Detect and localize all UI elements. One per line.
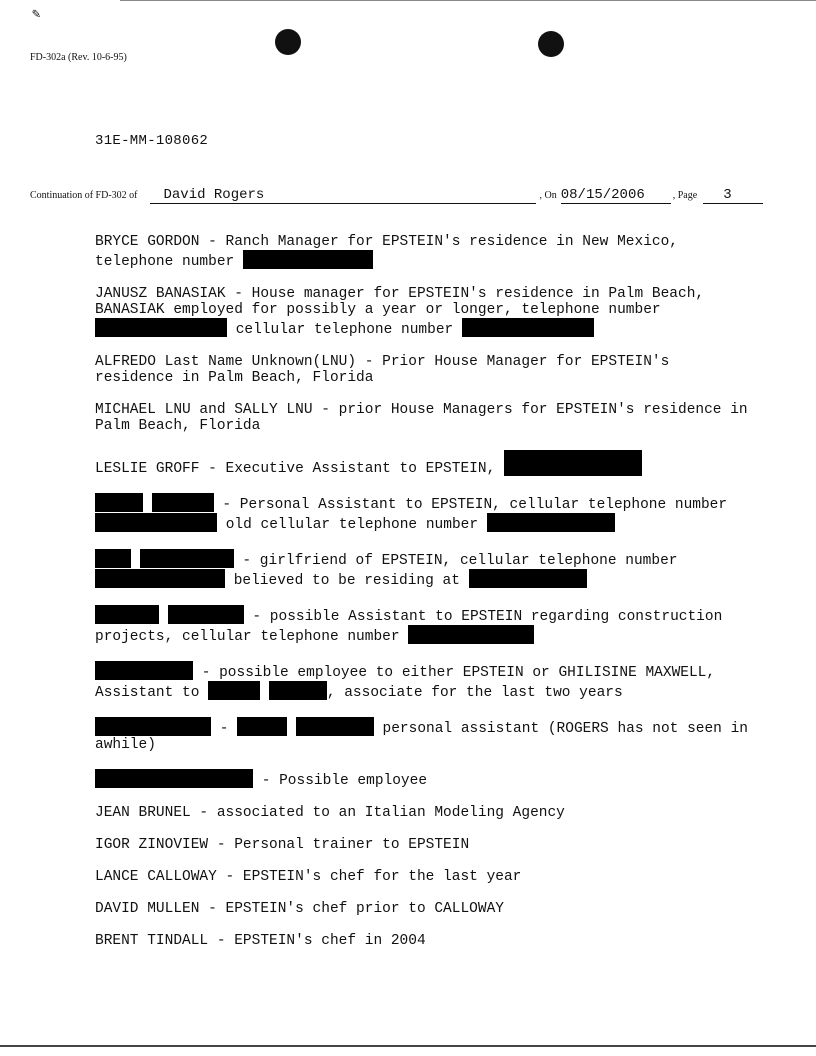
entry-text: - possible Assistant to EPSTEIN regarding construction projects, cellular telephone number — [95, 609, 723, 645]
list-item — [95, 717, 755, 753]
redaction-block — [95, 318, 227, 337]
file-number: 31E-MM-108062 — [95, 133, 209, 149]
redaction-block — [95, 717, 211, 736]
entry-text: JEAN BRUNEL - associated to an Italian Modeling Agency — [95, 805, 565, 821]
continuation-line — [30, 187, 770, 204]
entry-text: cellular telephone number — [235, 322, 454, 338]
entry-text: - possible employee to either EPSTEIN or GHILISINE MAXWELL, Assistant to — [95, 665, 716, 701]
redaction-block — [152, 493, 214, 512]
list-item — [95, 354, 755, 386]
scan-edge-top — [120, 0, 816, 1]
list-item — [95, 805, 755, 821]
contact-list — [95, 234, 755, 965]
entry-text: personal assistant (ROGERS has not seen in awhile) — [95, 721, 748, 753]
redaction-block — [95, 605, 159, 624]
redaction-block — [487, 513, 615, 532]
list-item — [95, 901, 755, 917]
list-item — [95, 286, 755, 338]
list-item — [95, 402, 755, 434]
entry-text: - Personal Assistant to EPSTEIN, cellular telephone number — [222, 497, 728, 513]
redaction-block — [140, 549, 234, 568]
redaction-block — [208, 681, 260, 700]
entry-text: MICHAEL LNU and SALLY LNU - prior House Managers for EPSTEIN's residence in Palm Beach, Florida — [95, 402, 748, 434]
list-item — [95, 605, 755, 645]
punch-hole-left — [275, 29, 301, 55]
redaction-block — [95, 661, 193, 680]
interview-date: 08/15/2006 — [561, 187, 671, 204]
entry-text: - — [219, 721, 229, 737]
entry-text: DAVID MULLEN - EPSTEIN's chef prior to CALLOWAY — [95, 901, 504, 917]
entry-text: IGOR ZINOVIEW - Personal trainer to EPSTEIN — [95, 837, 470, 853]
list-item — [95, 769, 755, 789]
entry-text: - Possible employee — [261, 773, 428, 789]
scan-mark: ✎ — [32, 7, 41, 23]
redaction-block — [95, 493, 143, 512]
redaction-block — [408, 625, 534, 644]
redaction-block — [296, 717, 374, 736]
list-item — [95, 837, 755, 853]
redaction-block — [462, 318, 594, 337]
continuation-label: Continuation of FD-302 of — [30, 190, 138, 201]
redaction-block — [269, 681, 327, 700]
redaction-block — [95, 569, 225, 588]
redaction-block — [95, 769, 253, 788]
list-item — [95, 933, 755, 949]
entry-text: LESLIE GROFF - Executive Assistant to EPSTEIN, — [95, 461, 496, 477]
entry-text: BRENT TINDALL - EPSTEIN's chef in 2004 — [95, 933, 426, 949]
entry-text: ALFREDO Last Name Unknown(LNU) - Prior House Manager for EPSTEIN's residence in Palm Beach, Florida — [95, 354, 670, 386]
list-item — [95, 450, 755, 477]
page-number: 3 — [703, 187, 763, 204]
entry-text: , associate for the last two years — [326, 685, 623, 701]
redaction-block — [504, 450, 642, 476]
scan-edge-bottom — [0, 1045, 816, 1047]
punch-hole-right — [538, 31, 564, 57]
redaction-block — [95, 549, 131, 568]
redaction-block — [237, 717, 287, 736]
redaction-block — [95, 513, 217, 532]
entry-text: BRYCE GORDON - Ranch Manager for EPSTEIN's residence in New Mexico, telephone number — [95, 234, 678, 270]
list-item — [95, 661, 755, 701]
form-id: FD-302a (Rev. 10-6-95) — [30, 52, 127, 63]
page-label: , Page — [672, 190, 698, 201]
list-item — [95, 869, 755, 885]
subject-name: David Rogers — [150, 187, 536, 204]
on-label: , On — [539, 190, 557, 201]
redaction-block — [168, 605, 244, 624]
list-item — [95, 234, 755, 270]
redaction-block — [243, 250, 373, 269]
entry-text: JANUSZ BANASIAK - House manager for EPSTEIN's residence in Palm Beach, BANASIAK employed for possibly a year or longer, telephone number — [95, 286, 705, 318]
entry-text: LANCE CALLOWAY - EPSTEIN's chef for the last year — [95, 869, 522, 885]
entry-text: believed to be residing at — [233, 573, 460, 589]
redaction-block — [469, 569, 587, 588]
list-item — [95, 549, 755, 589]
entry-text: - girlfriend of EPSTEIN, cellular telephone number — [242, 553, 678, 569]
list-item — [95, 493, 755, 533]
entry-text: old cellular telephone number — [225, 517, 479, 533]
